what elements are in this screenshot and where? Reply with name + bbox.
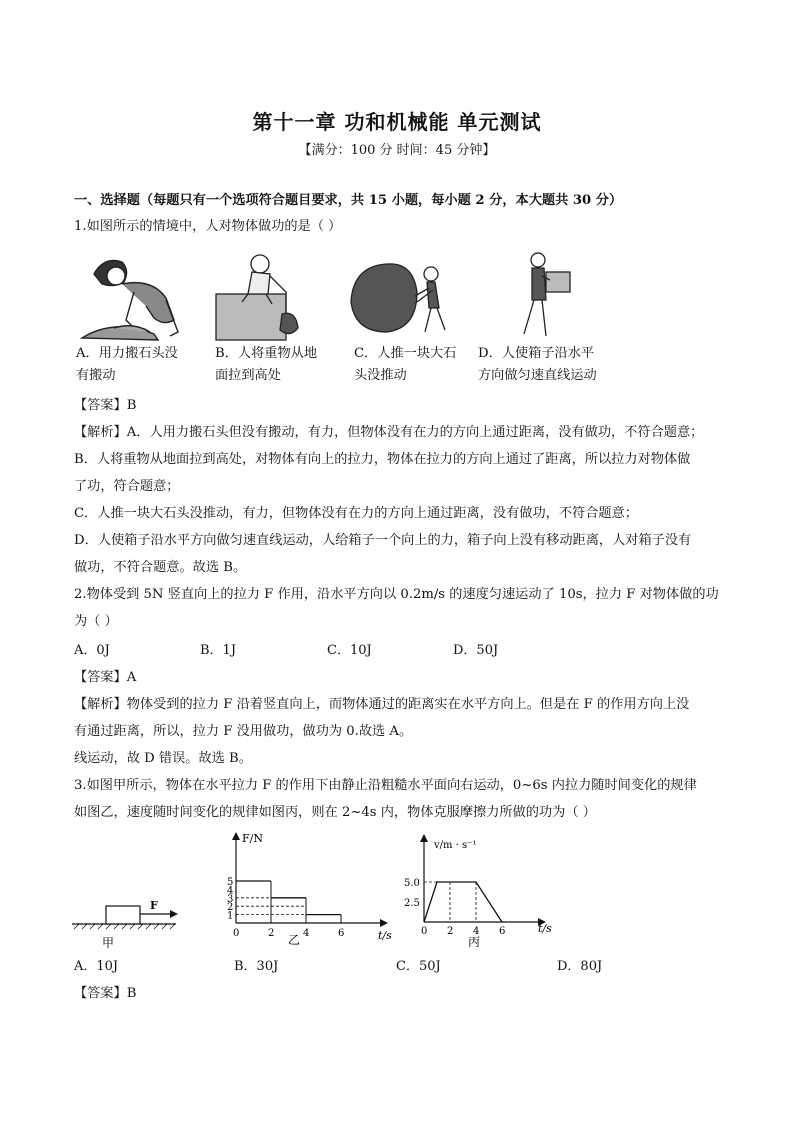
q1-option-b-line2: 面拉到高处 xyxy=(215,368,281,383)
q1-option-d xyxy=(478,343,597,387)
q1-analysis-line: 做功，不符合题意。故选 B。 xyxy=(74,560,247,575)
q1-image-c xyxy=(347,252,467,342)
q2-choice-d: D．50J xyxy=(453,643,499,658)
q1-option-c xyxy=(354,343,456,387)
y-tick-label: 2.5 xyxy=(404,898,420,909)
q3-figure-jia xyxy=(72,895,182,953)
q3-choice-d: D．80J xyxy=(557,959,603,974)
q3-answer: 【答案】B xyxy=(74,986,137,1001)
q1-image-d xyxy=(512,250,582,342)
q3-figure-bing xyxy=(402,832,552,950)
y-tick-label: 4 xyxy=(227,885,234,897)
q2-analysis-line: 【解析】物体受到的拉力 F 沿着竖直向上，而物体通过的距离实在水平方向上。但是在 F 的作用方向上没 xyxy=(74,697,690,712)
q2-analysis-line: 有通过距离，所以，拉力 F 没用做功，做功为 0.故选 A。 xyxy=(74,724,413,739)
exam-meta: 【满分：100 分 时间：45 分钟】 xyxy=(298,143,496,158)
q1-analysis-line: C．人推一块大石头没推动，有力，但物体没有在力的方向上通过距离，没有做功，不符合题意； xyxy=(74,506,638,521)
q2-choice-a: A．0J xyxy=(74,643,110,658)
q2-stem-line: 为（ ） xyxy=(74,614,118,629)
x-tick-label: 0 xyxy=(233,928,240,939)
y-tick-label: 3 xyxy=(227,893,234,905)
q1-analysis-line: 了功，符合题意； xyxy=(74,479,180,494)
ground-hatch xyxy=(74,924,175,929)
fig-caption: 乙 xyxy=(288,933,301,946)
x-tick-label: 4 xyxy=(303,928,310,939)
q1-option-a-line1: A．用力搬石头没 xyxy=(76,346,178,361)
x-tick-label: 6 xyxy=(499,926,506,937)
force-label: F xyxy=(150,899,158,912)
q2-choice-b: B．1J xyxy=(200,643,237,658)
q2-choice-c: C．10J xyxy=(327,643,372,658)
x-tick-label: 6 xyxy=(338,928,345,939)
fig-caption: 丙 xyxy=(468,935,481,949)
y-tick-label: 5.0 xyxy=(404,878,420,889)
y-axis-label: v/m · s⁻¹ xyxy=(434,840,477,851)
y-axis-label: F/N xyxy=(242,832,263,845)
q1-option-b-line1: B．人将重物从地 xyxy=(215,346,318,361)
q1-analysis-line: 【解析】A．人用力搬石头但没有搬动，有力，但物体没有在力的方向上通过距离，没有做功，不符合题意； xyxy=(74,425,704,440)
q2-answer: 【答案】A xyxy=(74,670,137,685)
section-heading: 一、选择题（每题只有一个选项符合题目要求，共 15 小题，每小题 2 分，本大题共 30 分） xyxy=(74,193,623,208)
q1-stem: 1.如图所示的情境中，人对物体做功的是（ ） xyxy=(74,219,342,234)
y-tick-label: 2 xyxy=(227,902,234,914)
q3-choice-a: A．10J xyxy=(74,959,119,974)
q3-choice-c: C．50J xyxy=(396,959,441,974)
q1-analysis-line: D．人使箱子沿水平方向做匀速直线运动，人给箱子一个向上的力，箱子向上没有移动距离，人对箱子没有 xyxy=(74,533,692,548)
q3-figure-yi xyxy=(218,828,398,946)
page-title: 第十一章 功和机械能 单元测试 xyxy=(252,110,542,134)
q1-answer: 【答案】B xyxy=(74,398,137,413)
q3-choice-b: B．30J xyxy=(234,959,279,974)
x-tick-label: 2 xyxy=(268,928,275,939)
q2-stem-line: 2.物体受到 5N 竖直向上的拉力 F 作用，沿水平方向以 0.2m/s 的速度匀速运动了 10s，拉力 F 对物体做的功 xyxy=(74,587,719,602)
q1-option-d-line1: D．人使箱子沿水平 xyxy=(478,346,595,361)
q1-analysis-line: B．人将重物从地面拉到高处，对物体有向上的拉力，物体在拉力的方向上通过了距离，所以拉力对物体做 xyxy=(74,452,691,467)
x-tick-label: 4 xyxy=(473,926,480,937)
q1-option-c-line1: C．人推一块大石 xyxy=(354,346,457,361)
velocity-line xyxy=(424,882,502,922)
y-tick-label: 5 xyxy=(227,877,234,888)
q3-stem-line: 如图乙，速度随时间变化的规律如图丙，则在 2~4s 内，物体克服摩擦力所做的功为（ ） xyxy=(74,805,596,820)
y-tick-label: 1 xyxy=(227,910,234,922)
q1-option-c-line2: 头没推动 xyxy=(354,368,407,383)
x-axis-label: t/s xyxy=(378,929,392,942)
person-carrying-box-icon xyxy=(524,253,570,336)
fig-caption: 甲 xyxy=(102,936,115,950)
q3-stem-line: 3.如图甲所示，物体在水平拉力 F 的作用下由静止沿粗糙水平面向右运动，0~6s 内拉力随时间变化的规律 xyxy=(74,778,697,793)
block xyxy=(106,906,140,924)
person-lifting-weight-icon xyxy=(216,255,298,340)
q1-image-a xyxy=(74,248,192,342)
person-pushing-rock-icon xyxy=(351,264,445,332)
q1-image-b xyxy=(212,248,320,342)
person-lifting-stone-icon xyxy=(82,261,178,341)
q1-option-b xyxy=(215,343,317,387)
q1-option-a xyxy=(76,343,178,387)
q1-option-a-line2: 有搬动 xyxy=(76,368,116,383)
q1-option-d-line2: 方向做匀速直线运动 xyxy=(478,368,597,383)
x-tick-label: 2 xyxy=(447,926,454,937)
x-tick-label: 0 xyxy=(421,926,428,937)
x-axis-label: t/s xyxy=(538,922,552,935)
q2-analysis-line: 线运动，故 D 错误。故选 B。 xyxy=(74,751,252,766)
